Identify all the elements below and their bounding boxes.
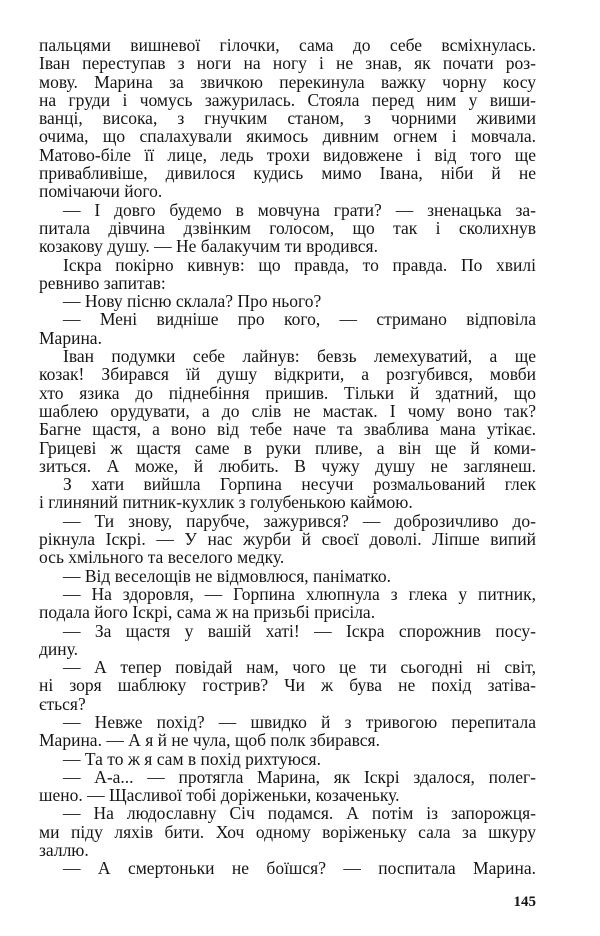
text-line: Іскра покірно кивнув: що правда, то правда. По хвилі [63, 254, 536, 275]
text-line: очима, що спалахували якимось дивним огнем і мовчала. [39, 126, 536, 147]
text-line: — Від веселощів не відмовлюся, паніматко. [63, 565, 392, 586]
text-line: ванці, висока, з гнучким станом, з чорними живими [39, 108, 536, 129]
text-line: Багне щастя, а воно від тебе наче та зваблива мана утікає. [39, 419, 536, 440]
text-line: — А смертоньки не боїшся? — поспитала Марина. [63, 858, 536, 879]
text-line: — Ти знову, парубче, зажурився? — доброзичливо до- [63, 510, 536, 531]
text-line: Марина. — А я й не чула, щоб полк збирався. [39, 730, 380, 751]
text-line: Іван переступав з ноги на ногу і не знав, як почати роз- [39, 53, 536, 74]
text-line: подала його Іскрі, сама ж на призьбі присіла. [39, 602, 376, 623]
text-line: ми піду ляхів бити. Хоч одному воріженьку сала за шкуру [39, 821, 536, 842]
text-line: — За щастя у вашій хаті! — Іскра спорожнив посу- [63, 620, 536, 641]
text-line: шено. — Щасливої тобі доріженьки, козаченьку. [39, 785, 400, 806]
text-line: рікнула Іскрі. — У нас журби й своєї доволі. Ліпше випий [39, 529, 536, 550]
text-line: — А тепер повідай нам, чого це ти сьогодні ні світ, [63, 657, 536, 678]
text-line: ось хмільного та веселого медку. [39, 547, 285, 568]
text-line: — На здоровля, — Горпина хлюпнула з глека у питник, [63, 583, 536, 604]
text-line: на груди і чомусь зажурилась. Стояла перед ним у виши- [39, 89, 536, 110]
text-line: ні зоря шаблюку гострив? Чи ж бува не похід затіва- [39, 675, 536, 696]
text-line: — Нову пісню склала? Про нього? [63, 291, 322, 312]
text-line: зиться. А може, й любить. В чужу душу не заглянеш. [39, 455, 536, 476]
text-line: привабливіше, дивилося кудись мимо Івана, ніби й не [39, 163, 536, 184]
text-line: Грицеві ж щастя саме в руки пливе, а він ще й коми- [39, 437, 536, 458]
text-line: шаблею орудувати, а до слів не мастак. І чому воно так? [39, 400, 536, 421]
text-line: ється? [39, 693, 86, 714]
text-line: дину. [39, 638, 79, 659]
text-line: козакову душу. — Не балакучим ти вродився. [39, 236, 378, 257]
text-line: заллю. [39, 840, 89, 861]
text-line: Іван подумки себе лайнув: бевзь лемехуватий, а ще [63, 346, 536, 367]
text-line: і глиняний питник-кухлик з голубенькою каймою. [39, 492, 413, 513]
text-line: мову. Марина за звичкою перекинула важку чорну косу [39, 71, 536, 92]
text-line: — Невже похід? — швидко й з тривогою перепитала [63, 711, 536, 732]
text-line: козак! Збирався їй душу відкрити, а розгубився, мовби [39, 364, 536, 385]
text-line: — І довго будемо в мовчуна грати? — зненацька за- [63, 199, 536, 220]
text-line: — На людославну Січ подамся. А потім із запорожця- [63, 803, 536, 824]
text-line: хто язика до піднебіння пришив. Тільки й здатний, що [39, 382, 536, 403]
book-page-text [39, 36, 536, 878]
text-line: — Та то ж я сам в похід рихтуюся. [63, 748, 321, 769]
text-line: питала дівчина дзвінким голосом, що так і сколихнув [39, 217, 536, 238]
text-line: — Мені видніше про кого, — стримано відповіла [63, 309, 536, 330]
text-line: — А-а... — протягла Марина, як Іскрі здалося, полег- [63, 766, 536, 787]
text-line: Марина. [39, 327, 102, 348]
text-line: Матово-біле її лице, ледь трохи видовжене і від того ще [39, 144, 536, 165]
text-line: ревниво запитав: [39, 272, 166, 293]
text-line: З хати вийшла Горпина несучи розмальований глек [63, 474, 536, 495]
page-number: 145 [513, 894, 536, 910]
text-line: пальцями вишневої гілочки, сама до себе всміхнулась. [39, 35, 536, 55]
text-line: помічаючи його. [39, 181, 163, 202]
